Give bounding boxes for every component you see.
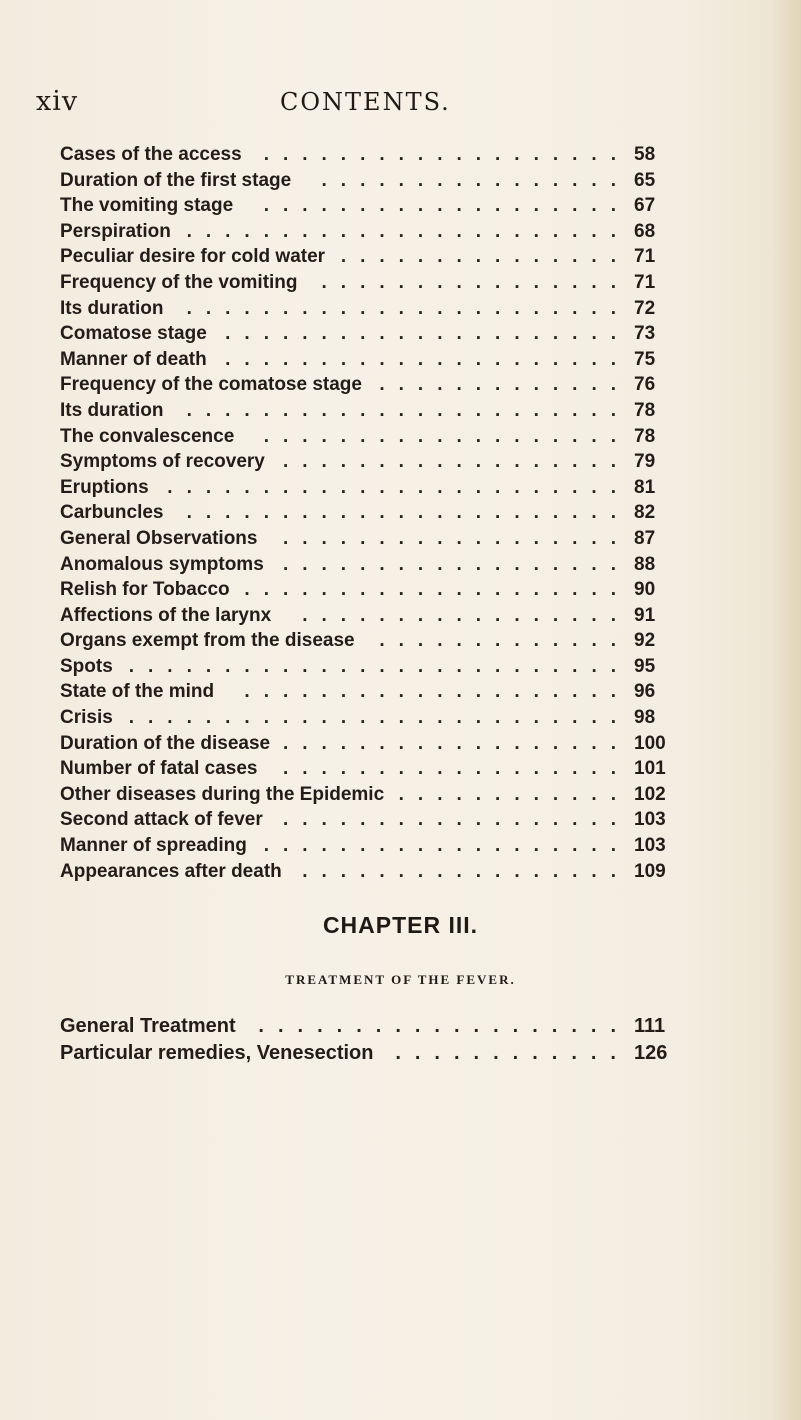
- toc-entry-title: Perspiration: [60, 220, 171, 242]
- toc-entry-page: 73: [634, 323, 656, 345]
- toc-entry-page: 101: [634, 758, 666, 780]
- leader-dots: .............: [379, 630, 630, 652]
- toc-entry-page: 71: [634, 246, 656, 268]
- toc-entry: [60, 552, 690, 578]
- toc-entry-title: Its duration: [60, 399, 164, 421]
- toc-entry-title: Cases of the access: [60, 144, 242, 165]
- toc-entry: [60, 526, 690, 552]
- toc-entry-page: 76: [634, 374, 656, 396]
- leader-dots: ..................: [282, 732, 630, 754]
- toc-entry: [60, 731, 690, 757]
- leader-dots: .....................: [225, 348, 630, 370]
- toc-entry-page: 100: [634, 732, 666, 754]
- chapter-heading: CHAPTER III.: [322, 912, 479, 938]
- toc-entry: [60, 449, 690, 475]
- toc-entry-title: Manner of death: [60, 348, 207, 370]
- toc-entry-page: 87: [634, 527, 656, 549]
- toc-entry-page: 67: [634, 195, 656, 217]
- toc-entry-page: 58: [634, 144, 656, 165]
- toc-entry-title: Anomalous symptoms: [60, 553, 264, 575]
- leader-dots: ............: [395, 1042, 630, 1064]
- toc-entry: [60, 782, 690, 808]
- toc-entry-page: 78: [634, 399, 656, 421]
- toc-entry-title: Relish for Tobacco: [60, 579, 230, 601]
- toc-entry-page: 98: [634, 707, 656, 729]
- page-header: [0, 86, 801, 126]
- toc-entry-title: General Treatment: [60, 1015, 236, 1037]
- toc-entry-page: 65: [634, 169, 656, 191]
- toc-entry-title: Carbuncles: [60, 502, 164, 524]
- leader-dots: .................: [302, 860, 630, 882]
- toc-entry-title: The vomiting stage: [60, 195, 234, 217]
- toc-entry-page: 71: [634, 271, 656, 293]
- toc-entry-page: 92: [634, 630, 656, 652]
- toc-entry-page: 103: [634, 809, 666, 831]
- toc-entry: [60, 372, 690, 398]
- leader-dots: ...................: [263, 835, 630, 857]
- page-edge-shadow: [771, 0, 801, 1420]
- toc-entry: [60, 193, 690, 219]
- leader-dots: .......................: [186, 297, 630, 319]
- leader-dots: .................: [302, 604, 630, 626]
- chapter-subtitle: TREATMENT OF THE FEVER.: [285, 972, 516, 987]
- toc-entry-page: 82: [634, 502, 656, 524]
- leader-dots: ................: [321, 271, 630, 293]
- toc-entry-page: 72: [634, 297, 656, 319]
- leader-dots: ...................: [258, 1015, 630, 1037]
- leader-dots: ..................: [282, 527, 630, 549]
- toc-entry: [60, 859, 690, 885]
- toc-entry-page: 103: [634, 835, 666, 857]
- toc-entry: [60, 142, 690, 168]
- toc-entry: [60, 1013, 690, 1040]
- leader-dots: ...............: [340, 246, 630, 268]
- toc-entry: [60, 398, 690, 424]
- leader-dots: ..................: [282, 809, 630, 831]
- toc-entry-page: 95: [634, 655, 656, 677]
- toc-entry: [60, 679, 690, 705]
- leader-dots: ........................: [167, 476, 630, 498]
- toc-entry-title: Comatose stage: [60, 323, 207, 345]
- toc-entry-title: Duration of the disease: [60, 732, 271, 754]
- toc-entry-page: 79: [634, 451, 656, 473]
- toc-entry-title: General Observations: [60, 527, 258, 549]
- toc-entry-title: Crisis: [60, 707, 113, 729]
- leader-dots: ..........................: [128, 655, 630, 677]
- toc-entry-page: 111: [634, 1015, 666, 1037]
- toc-entry: [60, 577, 690, 603]
- toc-entry: [60, 654, 690, 680]
- toc-entry-title: Particular remedies, Venesection: [60, 1042, 374, 1064]
- toc-entry: [60, 833, 690, 859]
- toc-entry-page: 75: [634, 348, 656, 370]
- toc-entry: [60, 756, 690, 782]
- page-number: xiv: [36, 86, 79, 117]
- toc-entry: [60, 628, 690, 654]
- toc-entry-page: 78: [634, 425, 656, 447]
- toc-entry-title: Manner of spreading: [60, 835, 247, 857]
- toc-entry-page: 91: [634, 604, 656, 626]
- leader-dots: .............: [379, 374, 630, 396]
- chapter-contents-list: [60, 1013, 690, 1067]
- toc-entry-page: 102: [634, 783, 666, 805]
- toc-entry: [60, 603, 690, 629]
- toc-entry-page: 68: [634, 220, 656, 242]
- toc-entry-title: Appearances after death: [60, 860, 282, 882]
- toc-entry-title: Organs exempt from the disease: [60, 630, 355, 652]
- toc-entry-title: State of the mind: [60, 681, 215, 703]
- toc-entry-title: Peculiar desire for cold water: [60, 246, 326, 268]
- toc-entry-page: 81: [634, 476, 656, 498]
- toc-entry-title: Affections of the larynx: [60, 604, 272, 626]
- toc-entry-title: Symptoms of recovery: [60, 451, 265, 473]
- toc-entry: [60, 168, 690, 194]
- leader-dots: .......................: [186, 502, 630, 524]
- leader-dots: ..................: [282, 758, 630, 780]
- running-head: CONTENTS.: [280, 88, 451, 116]
- leader-dots: .....................: [225, 323, 630, 345]
- leader-dots: ...................: [263, 195, 630, 217]
- toc-entry: [60, 424, 690, 450]
- toc-entry-page: 88: [634, 553, 656, 575]
- toc-entry: [60, 270, 690, 296]
- toc-entry: [60, 1040, 690, 1067]
- toc-entry: [60, 244, 690, 270]
- contents-list: [60, 142, 690, 884]
- toc-entry: [60, 219, 690, 245]
- leader-dots: ...................: [263, 425, 630, 447]
- toc-entry-title: Eruptions: [60, 476, 149, 498]
- toc-entry: [60, 705, 690, 731]
- toc-entry-page: 90: [634, 579, 656, 601]
- toc-entry: [60, 347, 690, 373]
- leader-dots: ....................: [244, 681, 630, 703]
- toc-entry-title: Frequency of the vomiting: [60, 271, 298, 293]
- leader-dots: ................: [321, 169, 630, 191]
- toc-entry-title: Frequency of the comatose stage: [60, 374, 362, 396]
- leader-dots: .......................: [186, 220, 630, 242]
- toc-entry-page: 109: [634, 860, 666, 882]
- toc-entry: [60, 296, 690, 322]
- leader-dots: ..........................: [128, 707, 630, 729]
- toc-entry-title: The convalescence: [60, 425, 235, 447]
- leader-dots: .......................: [186, 399, 630, 421]
- leader-dots: ....................: [244, 579, 630, 601]
- toc-entry-title: Second attack of fever: [60, 809, 263, 831]
- toc-entry-page: 96: [634, 681, 656, 703]
- leader-dots: ..................: [282, 451, 630, 473]
- toc-entry: [60, 321, 690, 347]
- leader-dots: ..................: [282, 553, 630, 575]
- toc-entry-title: Its duration: [60, 297, 164, 319]
- toc-entry-title: Spots: [60, 655, 113, 677]
- toc-entry: [60, 475, 690, 501]
- toc-entry-page: 126: [634, 1042, 668, 1064]
- toc-entry: [60, 807, 690, 833]
- toc-entry-title: Other diseases during the Epidemic: [60, 783, 385, 805]
- toc-entry-title: Duration of the first stage: [60, 169, 292, 191]
- toc-entry-title: Number of fatal cases: [60, 758, 258, 780]
- leader-dots: ............: [398, 783, 630, 805]
- toc-entry: [60, 500, 690, 526]
- leader-dots: ...................: [263, 144, 630, 165]
